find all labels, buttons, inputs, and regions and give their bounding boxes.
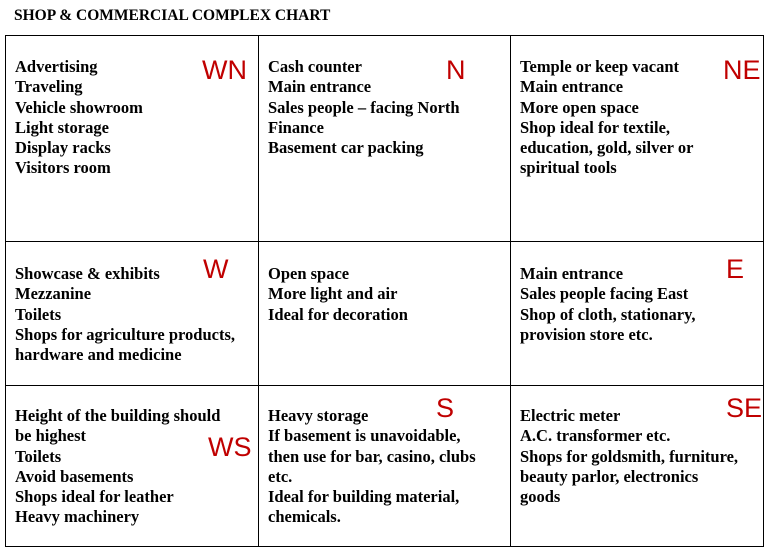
cell-west: [6, 242, 259, 386]
list-item: Open space: [268, 264, 350, 283]
direction-label: NE: [723, 55, 761, 85]
list-item: beauty parlor, electronics: [520, 466, 699, 486]
list-item: Heavy machinery: [15, 507, 140, 527]
list-item: Main entrance: [520, 264, 624, 283]
cell-north: [259, 36, 511, 242]
list-item: Main entrance: [520, 77, 624, 97]
cell-lines: [520, 406, 738, 507]
list-item: Electric meter: [520, 406, 621, 425]
list-item: Light storage: [15, 117, 109, 137]
list-item: More open space: [520, 97, 639, 117]
list-item: Toilets: [15, 304, 62, 324]
cell-east: [511, 242, 763, 386]
list-item: A.C. transformer etc.: [520, 426, 671, 446]
list-item: Cash counter: [268, 57, 362, 76]
list-item: etc.: [268, 466, 293, 486]
list-item: Ideal for decoration: [268, 304, 408, 324]
list-item: Shops for agriculture products,: [15, 324, 236, 344]
cell-lines: [15, 406, 220, 528]
cell-north-east: [511, 36, 763, 242]
cell-center: [259, 242, 511, 386]
list-item: Sales people facing East: [520, 284, 689, 304]
cell-south-east: [511, 386, 763, 546]
list-item: spiritual tools: [520, 158, 617, 178]
page-title: SHOP & COMMERCIAL COMPLEX CHART: [14, 7, 331, 24]
list-item: Advertising: [15, 57, 98, 76]
cell-north-west: [6, 36, 259, 242]
list-item: More light and air: [268, 284, 398, 304]
direction-label: E: [726, 254, 745, 284]
cell-lines: [268, 57, 460, 158]
cell-south: [259, 386, 511, 546]
cell-lines: [520, 57, 693, 179]
direction-label: WS: [208, 432, 252, 462]
list-item: education, gold, silver or: [520, 138, 694, 158]
list-item: chemicals.: [268, 507, 341, 527]
direction-label: S: [436, 393, 455, 423]
list-item: Basement car packing: [268, 138, 424, 158]
list-item: Shops ideal for leather: [15, 487, 174, 507]
list-item: Shops for goldsmith, furniture,: [520, 446, 739, 466]
list-item: hardware and medicine: [15, 345, 182, 365]
list-item: Sales people – facing North: [268, 97, 460, 117]
list-item: Shop of cloth, stationary,: [520, 304, 696, 324]
list-item: Avoid basements: [15, 466, 134, 486]
list-item: goods: [520, 487, 561, 507]
list-item: Temple or keep vacant: [520, 57, 680, 76]
direction-label: W: [203, 254, 229, 284]
direction-label: SE: [726, 393, 763, 423]
list-item: Vehicle showroom: [15, 97, 143, 117]
list-item: Traveling: [15, 77, 83, 97]
list-item: Showcase & exhibits: [15, 264, 160, 283]
list-item: Toilets: [15, 446, 62, 466]
list-item: be highest: [15, 426, 87, 446]
list-item: Mezzanine: [15, 284, 92, 304]
cell-lines: [520, 264, 696, 345]
list-item: Visitors room: [15, 158, 111, 178]
list-item: Height of the building should: [15, 406, 221, 425]
list-item: Shop ideal for textile,: [520, 117, 671, 137]
list-item: Display racks: [15, 138, 111, 158]
list-item: Heavy storage: [268, 406, 369, 425]
cell-lines: [15, 57, 143, 179]
list-item: then use for bar, casino, clubs: [268, 446, 476, 466]
list-item: Finance: [268, 117, 324, 137]
direction-grid: [5, 35, 764, 547]
list-item: provision store etc.: [520, 324, 653, 344]
cell-lines: [268, 264, 408, 325]
list-item: If basement is unavoidable,: [268, 426, 461, 446]
direction-label: N: [446, 55, 466, 85]
cell-south-west: [6, 386, 259, 546]
cell-lines: [268, 406, 476, 528]
list-item: Ideal for building material,: [268, 487, 460, 507]
direction-label: WN: [202, 55, 247, 85]
list-item: Main entrance: [268, 77, 372, 97]
